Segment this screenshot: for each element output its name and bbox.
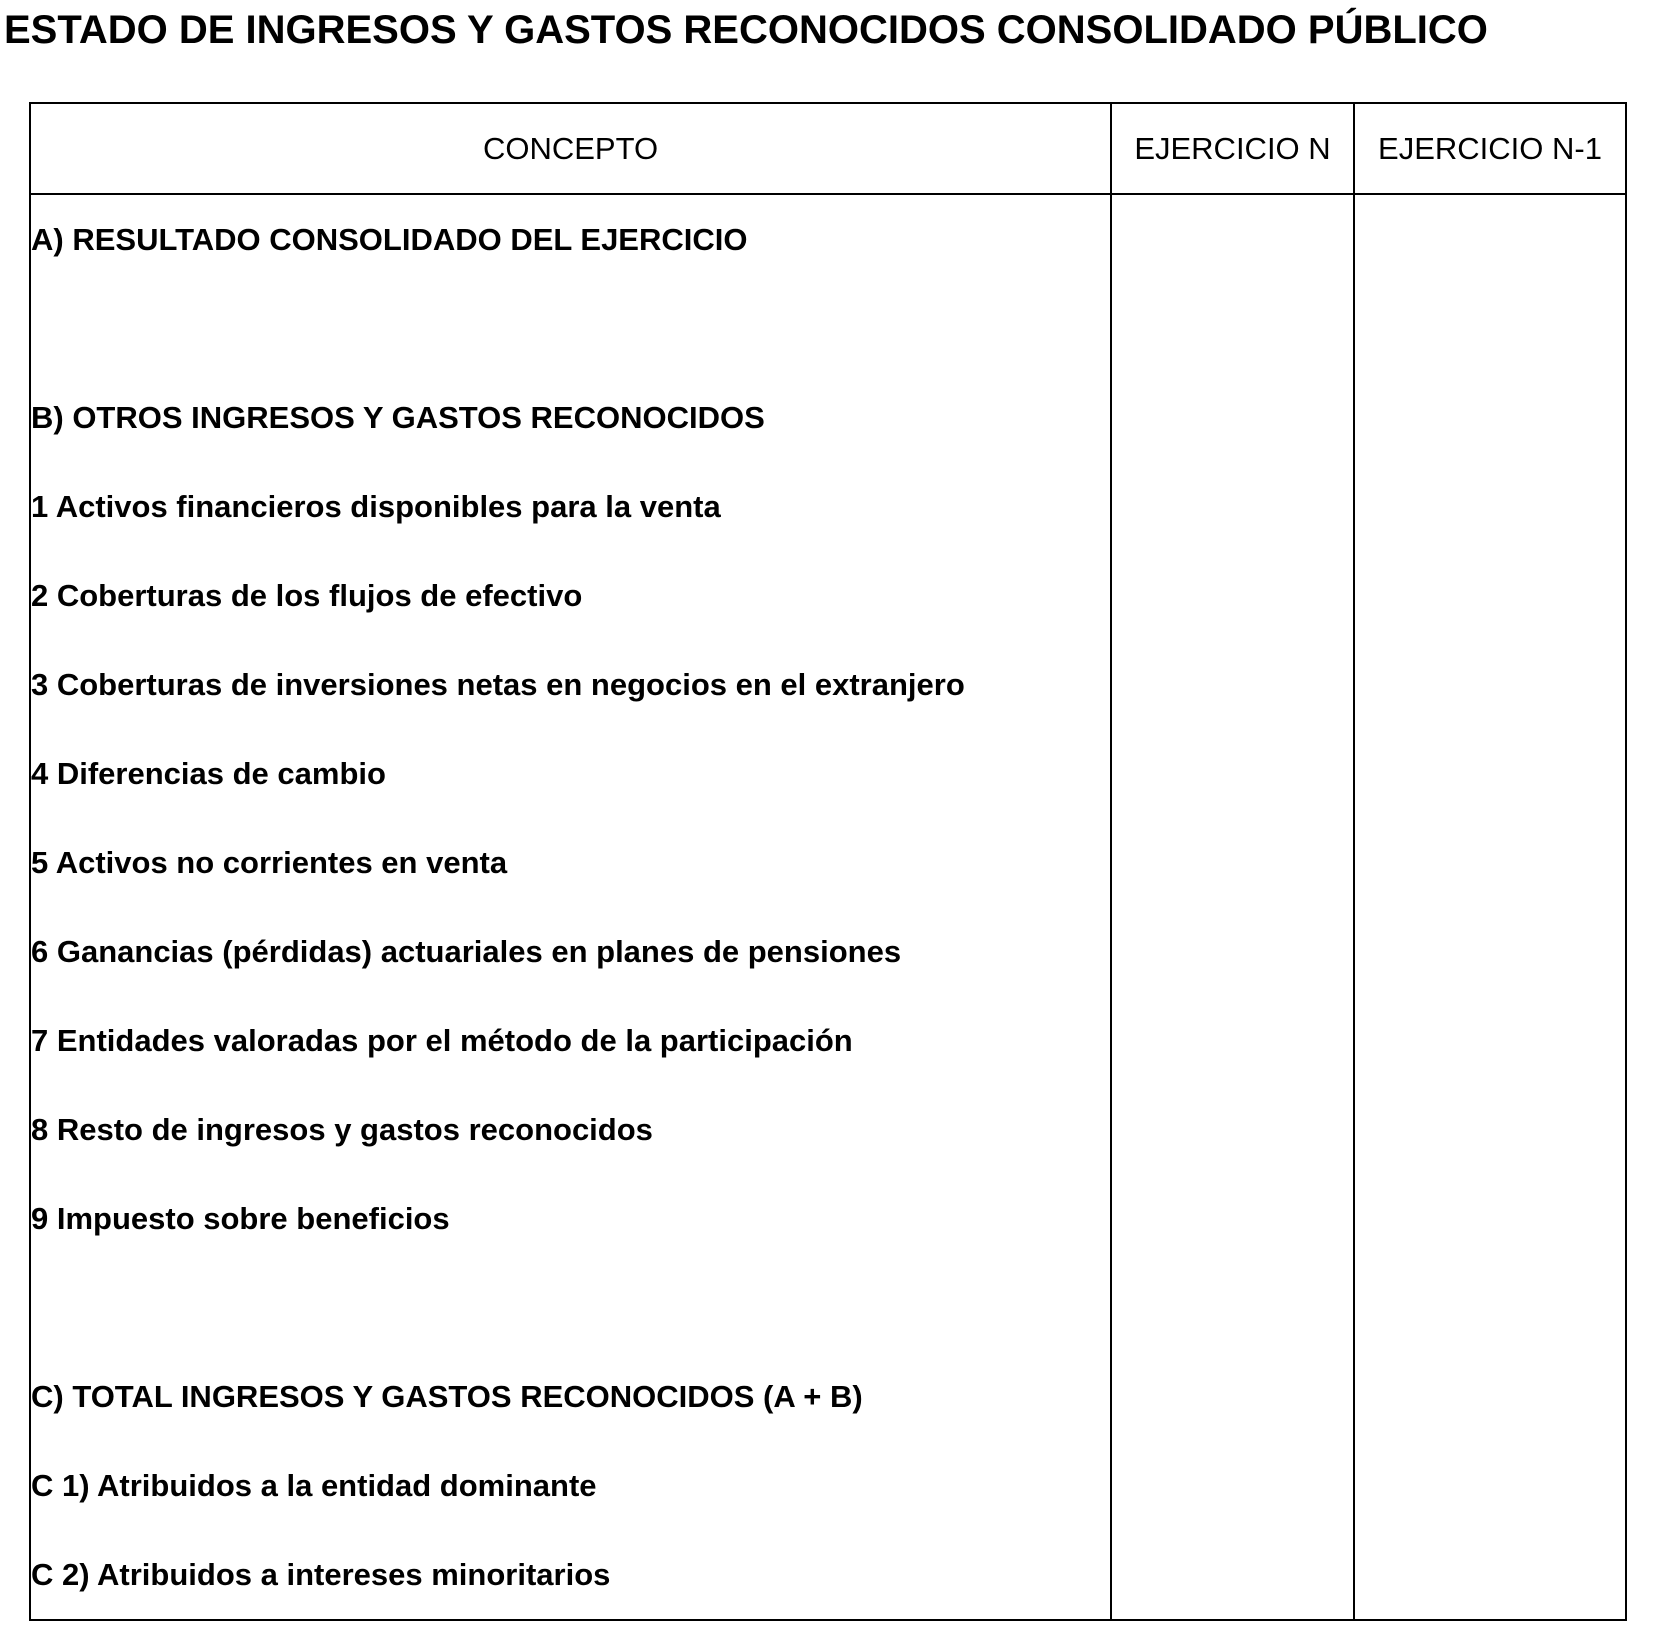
ejercicio-n-cell — [1111, 1530, 1354, 1620]
table-row — [30, 1085, 1626, 1174]
table-row — [30, 373, 1626, 462]
table-row — [30, 1263, 1626, 1352]
concept-cell: B) OTROS INGRESOS Y GASTOS RECONOCIDOS — [30, 373, 1111, 462]
ejercicio-n-1-cell — [1354, 284, 1626, 373]
table-row — [30, 1530, 1626, 1620]
table-row — [30, 640, 1626, 729]
ejercicio-n-cell — [1111, 907, 1354, 996]
table-row — [30, 551, 1626, 640]
ejercicio-n-cell — [1111, 373, 1354, 462]
ejercicio-n-cell — [1111, 462, 1354, 551]
concept-cell: 9 Impuesto sobre beneficios — [30, 1174, 1111, 1263]
concept-cell: 3 Coberturas de inversiones netas en negocios en el extranjero — [30, 640, 1111, 729]
ejercicio-n-1-cell — [1354, 1441, 1626, 1530]
ejercicio-n-1-cell — [1354, 1263, 1626, 1352]
concept-cell — [30, 1263, 1111, 1352]
column-header-concepto: CONCEPTO — [30, 103, 1111, 194]
table-row — [30, 1352, 1626, 1441]
ejercicio-n-cell — [1111, 1174, 1354, 1263]
concept-cell: 7 Entidades valoradas por el método de la participación — [30, 996, 1111, 1085]
concept-cell: C 1) Atribuidos a la entidad dominante — [30, 1441, 1111, 1530]
table-row — [30, 907, 1626, 996]
table-row — [30, 996, 1626, 1085]
concept-cell: 2 Coberturas de los flujos de efectivo — [30, 551, 1111, 640]
ejercicio-n-1-cell — [1354, 194, 1626, 284]
ejercicio-n-cell — [1111, 284, 1354, 373]
concept-cell: C 2) Atribuidos a intereses minoritarios — [30, 1530, 1111, 1620]
table-row — [30, 462, 1626, 551]
page-title: ESTADO DE INGRESOS Y GASTOS RECONOCIDOS CONSOLIDADO PÚBLICO — [4, 8, 1488, 52]
ejercicio-n-cell — [1111, 996, 1354, 1085]
ejercicio-n-1-cell — [1354, 551, 1626, 640]
ejercicio-n-1-cell — [1354, 907, 1626, 996]
column-header-ejercicio-n-1: EJERCICIO N-1 — [1354, 103, 1626, 194]
table-body — [30, 194, 1626, 1620]
concept-cell: 8 Resto de ingresos y gastos reconocidos — [30, 1085, 1111, 1174]
concept-cell — [30, 284, 1111, 373]
concept-cell: 5 Activos no corrientes en venta — [30, 818, 1111, 907]
ejercicio-n-1-cell — [1354, 462, 1626, 551]
concept-cell: 4 Diferencias de cambio — [30, 729, 1111, 818]
ejercicio-n-1-cell — [1354, 996, 1626, 1085]
ejercicio-n-1-cell — [1354, 1085, 1626, 1174]
concept-cell: A) RESULTADO CONSOLIDADO DEL EJERCICIO — [30, 194, 1111, 284]
column-header-ejercicio-n: EJERCICIO N — [1111, 103, 1354, 194]
ejercicio-n-cell — [1111, 194, 1354, 284]
ejercicio-n-cell — [1111, 1263, 1354, 1352]
statement-table — [29, 102, 1627, 1621]
ejercicio-n-cell — [1111, 729, 1354, 818]
table-row — [30, 818, 1626, 907]
ejercicio-n-1-cell — [1354, 1174, 1626, 1263]
ejercicio-n-1-cell — [1354, 1530, 1626, 1620]
table-row — [30, 194, 1626, 284]
ejercicio-n-1-cell — [1354, 818, 1626, 907]
ejercicio-n-cell — [1111, 1085, 1354, 1174]
ejercicio-n-1-cell — [1354, 1352, 1626, 1441]
concept-cell: C) TOTAL INGRESOS Y GASTOS RECONOCIDOS (A + B) — [30, 1352, 1111, 1441]
ejercicio-n-cell — [1111, 551, 1354, 640]
ejercicio-n-cell — [1111, 1352, 1354, 1441]
ejercicio-n-cell — [1111, 818, 1354, 907]
ejercicio-n-cell — [1111, 1441, 1354, 1530]
ejercicio-n-1-cell — [1354, 373, 1626, 462]
ejercicio-n-1-cell — [1354, 640, 1626, 729]
table-row — [30, 284, 1626, 373]
concept-cell: 6 Ganancias (pérdidas) actuariales en planes de pensiones — [30, 907, 1111, 996]
ejercicio-n-cell — [1111, 640, 1354, 729]
table-row — [30, 1174, 1626, 1263]
table-row — [30, 1441, 1626, 1530]
concept-cell: 1 Activos financieros disponibles para la venta — [30, 462, 1111, 551]
table-header-row — [30, 103, 1626, 194]
table-row — [30, 729, 1626, 818]
ejercicio-n-1-cell — [1354, 729, 1626, 818]
